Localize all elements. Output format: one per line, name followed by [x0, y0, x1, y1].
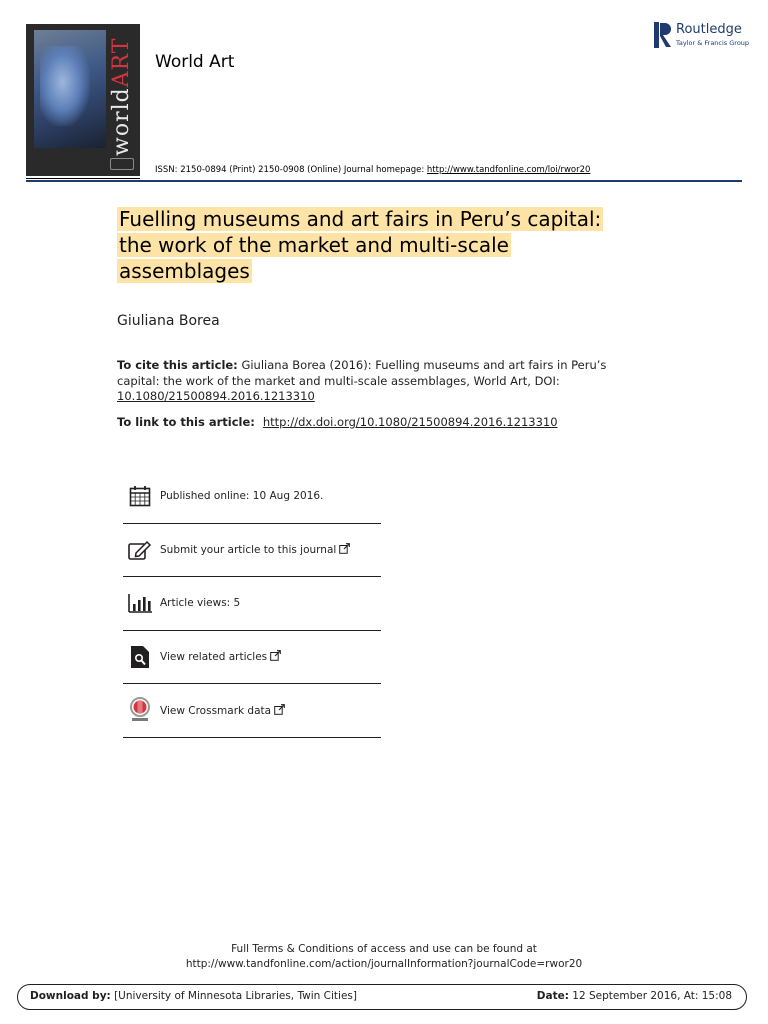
info-item-published — [123, 470, 381, 524]
info-item-related[interactable] — [123, 631, 381, 685]
citation — [117, 358, 637, 405]
journal-homepage-link[interactable]: http://www.tandfonline.com/loi/rwor20 — [426, 165, 591, 175]
download-by — [30, 990, 357, 1002]
routledge-r-icon — [654, 22, 672, 48]
cover-rule — [26, 178, 140, 179]
crossmark-label: View Crossmark data — [160, 704, 272, 717]
bar-chart-icon — [127, 590, 153, 616]
crossmark-icon — [127, 697, 153, 723]
download-label: Download by: — [30, 990, 111, 1002]
search-document-icon — [127, 644, 153, 670]
date-value: 12 September 2016, At: 15:08 — [568, 990, 732, 1002]
cite-doi-link[interactable]: 10.1080/21500894.2016.1213310 — [117, 389, 315, 403]
cover-title-world: world — [109, 87, 134, 156]
header-rule — [26, 180, 742, 182]
info-item-submit[interactable] — [123, 524, 381, 578]
publisher-logo — [654, 22, 748, 50]
info-item-crossmark[interactable] — [123, 684, 381, 738]
download-date — [537, 990, 732, 1002]
cite-text: Giuliana Borea (2016): Fuelling museums and art fairs in Peru’s capital: the work of the market and multi-scale assemblages, World Art, DOI: — [117, 358, 607, 388]
download-info-bar — [17, 984, 747, 1010]
related-articles-link[interactable] — [160, 650, 281, 663]
external-link-icon — [274, 704, 285, 715]
article-author: Giuliana Borea — [117, 313, 220, 329]
article-doi-link[interactable]: http://dx.doi.org/10.1080/21500894.2016.1213310 — [262, 415, 558, 429]
download-value: [University of Minnesota Libraries, Twin Cities] — [110, 990, 357, 1002]
journal-cover — [26, 24, 140, 176]
cover-title — [106, 28, 138, 156]
cite-label: To cite this article: — [117, 358, 238, 372]
article-title — [117, 206, 637, 284]
calendar-icon — [127, 483, 153, 509]
submit-article-label: Submit your article to this journal — [160, 544, 337, 557]
external-link-icon — [339, 543, 350, 554]
edit-icon — [127, 537, 153, 563]
related-articles-label: View related articles — [160, 651, 268, 664]
cover-title-art: ART — [109, 37, 134, 88]
journal-name: World Art — [155, 52, 235, 72]
article-title-text: Fuelling museums and art fairs in Peru’s capital: the work of the market and multi-scale assemblages — [119, 207, 602, 283]
date-label: Date: — [536, 990, 569, 1002]
issn-text: ISSN: 2150-0894 (Print) 2150-0908 (Online) Journal homepage: — [155, 165, 427, 175]
external-link-icon — [270, 650, 281, 661]
article-link — [117, 415, 637, 430]
link-label: To link to this article: — [117, 415, 259, 429]
publisher-name: Routledge — [676, 22, 742, 37]
submit-article-link[interactable] — [160, 543, 350, 556]
terms-url[interactable]: http://www.tandfonline.com/action/journalInformation?journalCode=rwor20 — [185, 958, 583, 970]
terms-line-1: Full Terms & Conditions of access and use can be found at — [231, 943, 537, 955]
terms-notice — [0, 942, 768, 972]
article-views: Article views: 5 — [160, 597, 241, 610]
info-item-views — [123, 577, 381, 631]
article-info-list — [123, 470, 381, 738]
cover-publisher-logo — [110, 158, 134, 170]
crossmark-link[interactable] — [160, 704, 285, 717]
cover-figure — [40, 46, 90, 126]
published-date: Published online: 10 Aug 2016. — [160, 490, 324, 503]
issn-line — [155, 165, 590, 175]
publisher-group: Taylor & Francis Group — [676, 39, 750, 47]
